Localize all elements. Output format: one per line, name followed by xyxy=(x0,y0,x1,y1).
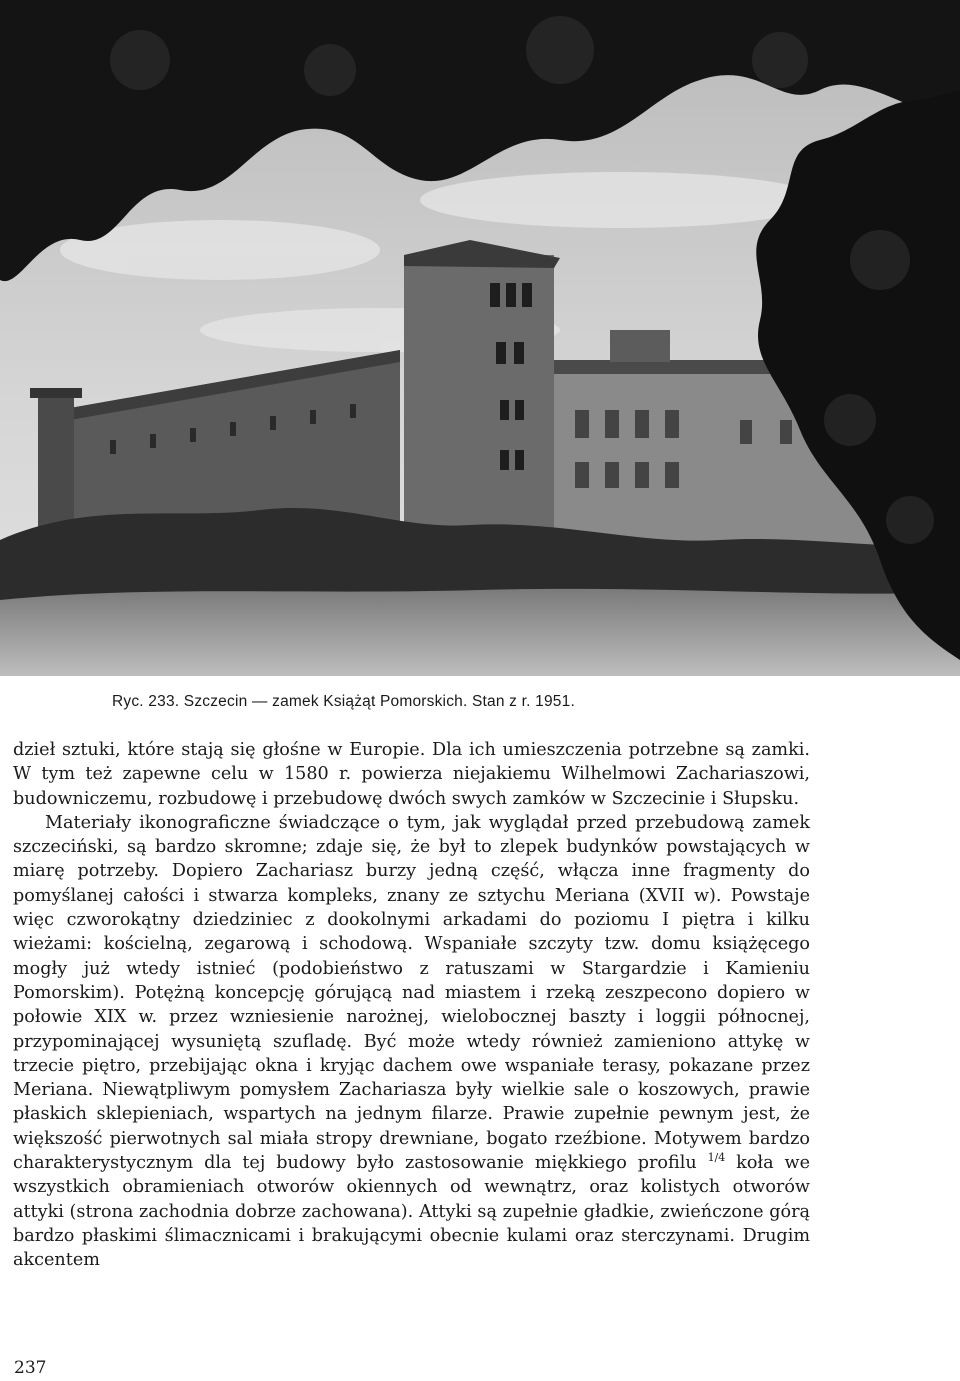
body-text xyxy=(13,738,810,1273)
paragraph-2-part-a: Materiały ikonograficzne świadczące o tym, jak wyglądał przed przebudową zamek szczeciński, są bardzo skromne; zdaje się, że był to zlepek budynków powstających w miarę potrzeby. Dopiero Zachariasz burzy jedną część, włącza inne fragmenty do pomyślanej całości i stwarza kompleks, znany ze sztychu Meriana (XVII w). Powstaje więc czworokątny dziedziniec z dookolnymi arkadami do poziomu I piętra i kilku wieżami: kościelną, zegarową i schodową. Wspaniałe szczyty tzw. domu książęcego mogły już wtedy istnieć (podobieństwo z ratuszami w Stargardzie i Kamieniu Pomorskim). Potężną koncepcję górującą nad miastem i rzeką zeszpecono dopiero w połowie XIX w. przez wzniesienie narożnej, wielobocznej baszty i loggii północnej, przypominającej wysuniętą szufladę. Być może wtedy również zamieniono attykę w trzecie piętro, przebijając okna i kryjąc dachem owe wspaniałe terasy, pokazane przez Meriana. Niewątpliwym pomysłem Zachariasza były wielkie sale o koszowych, prawie płaskich sklepieniach, wspartych na jednym filarze. Prawie zupełnie pewnym jest, że większość pierwotnych sal miała stropy drewniane, bogato rzeźbione. Motywem bardzo charakterystycznym dla tej budowy było zastosowanie miękkiego profilu xyxy=(13,812,810,1174)
page-number: 237 xyxy=(14,1358,47,1378)
castle-photo-illustration xyxy=(0,0,960,676)
paragraph-2 xyxy=(13,811,810,1273)
castle-photograph xyxy=(0,0,960,676)
rubble-ground xyxy=(0,589,960,676)
paragraph-2-part-b: koła we wszystkich obramieniach otworów okiennych od wewnątrz, oraz kolistych otworów attyki (strona zachodnia dobrze zachowana). Attyki są zupełnie gładkie, zwieńczone górą bardzo płaskimi ślimacznicami i brakującymi obecnie kulami oraz sterczynami. Drugim akcentem xyxy=(13,1153,810,1271)
paragraph-1: dzieł sztuki, które stają się głośne w Europie. Dla ich umieszczenia potrzebne są zamki. W tym też zapewne celu w 1580 r. powierza niejakiemu Wilhelmowi Zachariaszowi, budowniczemu, rozbudowę i przebudowę dwóch swych zamków w Szczecinie i Słupsku. xyxy=(13,740,810,809)
fraction-quarter: 1/4 xyxy=(707,1151,726,1165)
figure-caption: Ryc. 233. Szczecin — zamek Książąt Pomorskich. Stan z r. 1951. xyxy=(112,693,575,710)
